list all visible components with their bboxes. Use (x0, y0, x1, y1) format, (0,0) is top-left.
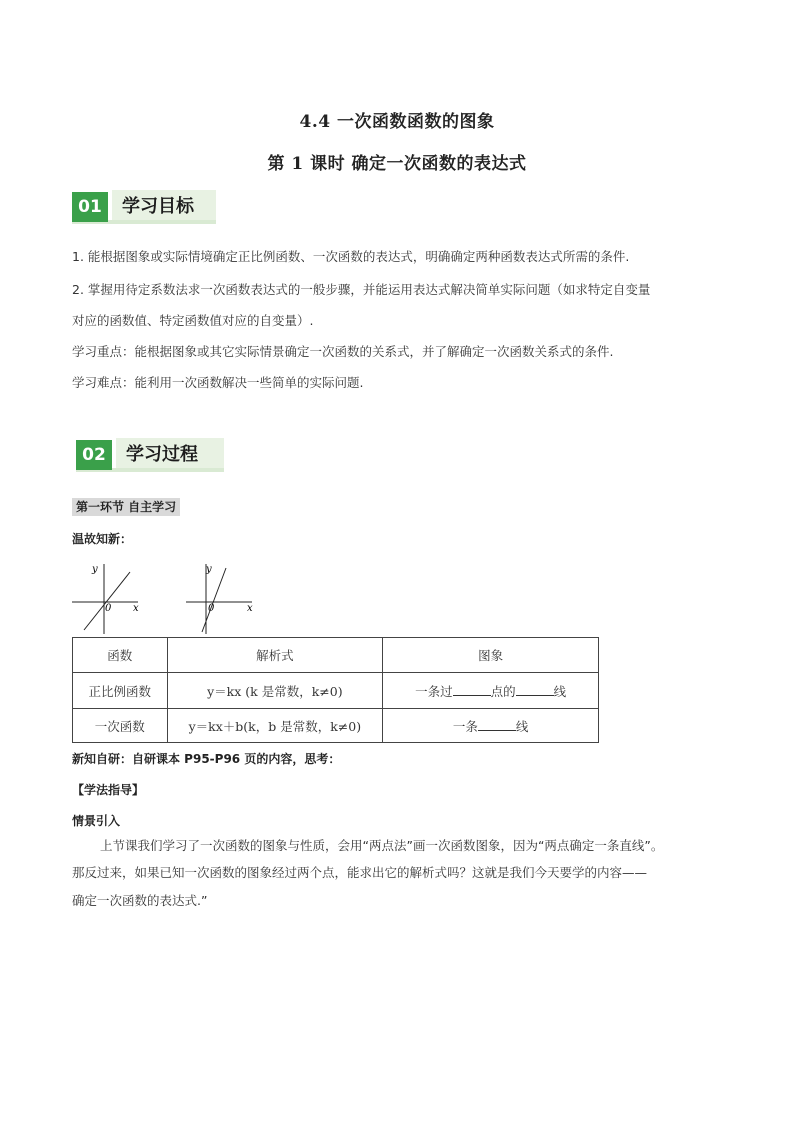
table-cell-graph: 一条 线 (383, 709, 599, 743)
fill-blank[interactable] (453, 683, 491, 696)
table-row (73, 673, 599, 709)
section-header-objectives (72, 190, 216, 224)
page-title: 4.4 一次函数函数的图象 (299, 112, 495, 132)
x-axis-label: x (133, 603, 139, 614)
difficulty-point: 学习难点：能利用一次函数解决一些简单的实际问题. (72, 375, 364, 390)
table-header-cell: 解析式 (167, 638, 383, 673)
origin-label: 0 (208, 603, 215, 614)
stage-label (72, 498, 180, 515)
fill-blank[interactable] (516, 683, 554, 696)
scene-line-3: 确定一次函数的表达式.” (72, 893, 208, 908)
table-cell-formula: y＝kx＋b(k，b 是常数，k≠0) (167, 709, 383, 743)
section-label: 学习目标 (112, 190, 216, 220)
scene-line-2: 那反过来，如果已知一次函数的图象经过两个点，能求出它的解析式吗？这就是我们今天要学的内容—— (72, 865, 648, 880)
section-number: 02 (76, 440, 112, 470)
section-header-process (76, 438, 224, 472)
key-point: 学习重点：能根据图象或其它实际情景确定一次函数的关系式，并了解确定一次函数关系式的条件. (72, 344, 614, 359)
scene-line-1: 上节课我们学习了一次函数的图象与性质，会用“两点法”画一次函数图象，因为“两点确定一条直线”。 (100, 838, 664, 853)
y-axis-label: y (92, 564, 98, 575)
objective-item-1: 1. 能根据图象或实际情境确定正比例函数、一次函数的表达式，明确确定两种函数表达式所需的条件. (72, 249, 630, 264)
table-header-cell: 图象 (383, 638, 599, 673)
function-table (72, 637, 599, 743)
section-label: 学习过程 (116, 438, 224, 468)
stage-title: 第一环节 自主学习 (72, 498, 180, 516)
objective-item-2-line1: 2. 掌握用待定系数法求一次函数表达式的一般步骤，并能运用表达式解决简单实际问题（如求特定自变量 (72, 282, 651, 297)
graph-proportional (70, 560, 144, 636)
new-knowledge-label: 新知自研：自研课本 P95-P96 页的内容，思考： (72, 752, 341, 766)
method-guide-label: 【学法指导】 (72, 783, 145, 797)
fill-blank[interactable] (478, 718, 516, 731)
table-cell-formula: y＝kx (k 是常数，k≠0) (167, 673, 383, 709)
review-label: 温故知新： (72, 532, 133, 546)
graph-line (84, 572, 130, 630)
scene-label: 情景引入 (72, 814, 121, 828)
objective-item-2-line2: 对应的函数值、特定函数值对应的自变量）. (72, 313, 314, 328)
origin-label: 0 (105, 603, 112, 614)
table-header-row (73, 638, 599, 673)
table-cell-function: 一次函数 (73, 709, 168, 743)
table-header-cell: 函数 (73, 638, 168, 673)
table-cell-graph: 一条过 点的 线 (383, 673, 599, 709)
page-subtitle: 第 1 课时 确定一次函数的表达式 (267, 154, 527, 174)
y-axis-label: y (206, 564, 212, 575)
graph-linear (184, 560, 258, 636)
x-axis-label: x (247, 603, 253, 614)
table-cell-function: 正比例函数 (73, 673, 168, 709)
section-number: 01 (72, 192, 108, 222)
table-row (73, 709, 599, 743)
